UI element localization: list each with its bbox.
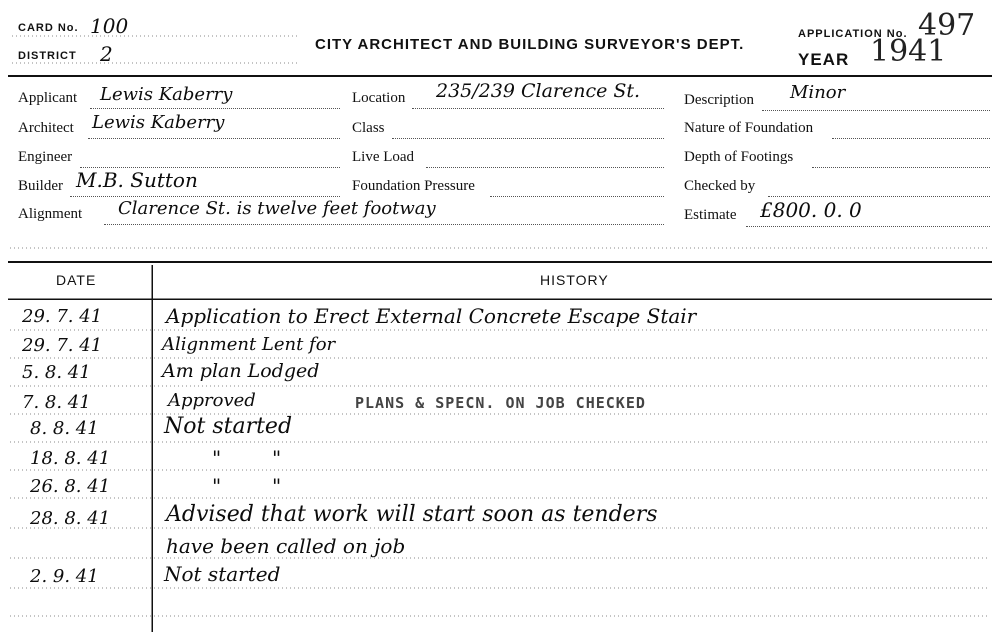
estimate-line [746, 226, 990, 227]
class-label: Class [352, 120, 385, 136]
estimate-value: £800. 0. 0 [760, 198, 862, 222]
date-column-header: DATE [56, 272, 97, 288]
class-line [392, 138, 664, 139]
history-row-text: " " [212, 474, 282, 498]
plans-checked-stamp: PLANS & SPECN. ON JOB CHECKED [355, 394, 646, 412]
history-row-text: " " [212, 446, 282, 470]
checked-by-line [768, 196, 990, 197]
application-number-label: APPLICATION No. [798, 28, 908, 40]
history-row-text: Alignment Lent for [162, 334, 336, 355]
year-value: 1941 [870, 34, 947, 69]
history-row-date: 7. 8. 41 [22, 392, 91, 413]
applicant-line [90, 108, 340, 109]
history-row-text: Advised that work will start soon as tenders [166, 502, 658, 527]
architect-label: Architect [18, 120, 74, 136]
live-load-line [426, 167, 664, 168]
history-row-text-continued: have been called on job [166, 534, 406, 558]
card-number-value: 100 [90, 14, 129, 38]
architect-value: Lewis Kaberry [92, 112, 225, 133]
builder-line [70, 196, 340, 197]
history-row-text: Am plan Lodged [162, 360, 320, 382]
foundation-pressure-label: Foundation Pressure [352, 178, 475, 194]
location-line [412, 108, 664, 109]
department-title: CITY ARCHITECT AND BUILDING SURVEYOR'S DEPT. [315, 36, 745, 53]
estimate-label: Estimate [684, 207, 737, 223]
history-row-date: 26. 8. 41 [30, 476, 111, 497]
history-column-header: HISTORY [540, 272, 609, 288]
location-label: Location [352, 90, 406, 106]
alignment-value: Clarence St. is twelve feet footway [118, 198, 436, 219]
description-line [762, 110, 990, 111]
architect-line [88, 138, 340, 139]
nature-of-foundation-label: Nature of Foundation [684, 120, 814, 136]
history-row-date: 8. 8. 41 [30, 418, 99, 439]
builder-label: Builder [18, 178, 63, 194]
card-number-label: CARD No. [18, 22, 79, 34]
description-value: Minor [790, 82, 846, 103]
history-row-text: Not started [164, 562, 281, 586]
depth-of-footings-label: Depth of Footings [684, 149, 794, 165]
nature-of-foundation-line [832, 138, 990, 139]
foundation-pressure-line [490, 196, 664, 197]
live-load-label: Live Load [352, 149, 415, 165]
history-row-date: 18. 8. 41 [30, 448, 111, 469]
applicant-value: Lewis Kaberry [100, 84, 233, 105]
history-row-text: Application to Erect External Concrete Escape Stair [166, 304, 697, 328]
history-row-date: 5. 8. 41 [22, 362, 91, 383]
history-row-text: Not started [164, 414, 293, 439]
applicant-label: Applicant [18, 90, 78, 106]
history-row-date: 29. 7. 41 [22, 306, 103, 327]
history-row-text: Approved [168, 390, 256, 411]
engineer-label: Engineer [18, 149, 73, 165]
history-row-date: 2. 9. 41 [30, 566, 99, 587]
year-label: YEAR [798, 50, 850, 69]
history-row-date: 28. 8. 41 [30, 508, 111, 529]
location-value: 235/239 Clarence St. [436, 80, 641, 102]
district-label: DISTRICT [18, 50, 77, 62]
alignment-label: Alignment [18, 206, 83, 222]
district-value: 2 [100, 42, 113, 66]
history-row-date: 29. 7. 41 [22, 335, 103, 356]
description-label: Description [684, 92, 754, 108]
application-number-value: 497 [918, 8, 976, 43]
depth-of-footings-line [812, 167, 990, 168]
builder-value: M.B. Sutton [76, 168, 198, 192]
alignment-line [104, 224, 664, 225]
checked-by-label: Checked by [684, 178, 756, 194]
